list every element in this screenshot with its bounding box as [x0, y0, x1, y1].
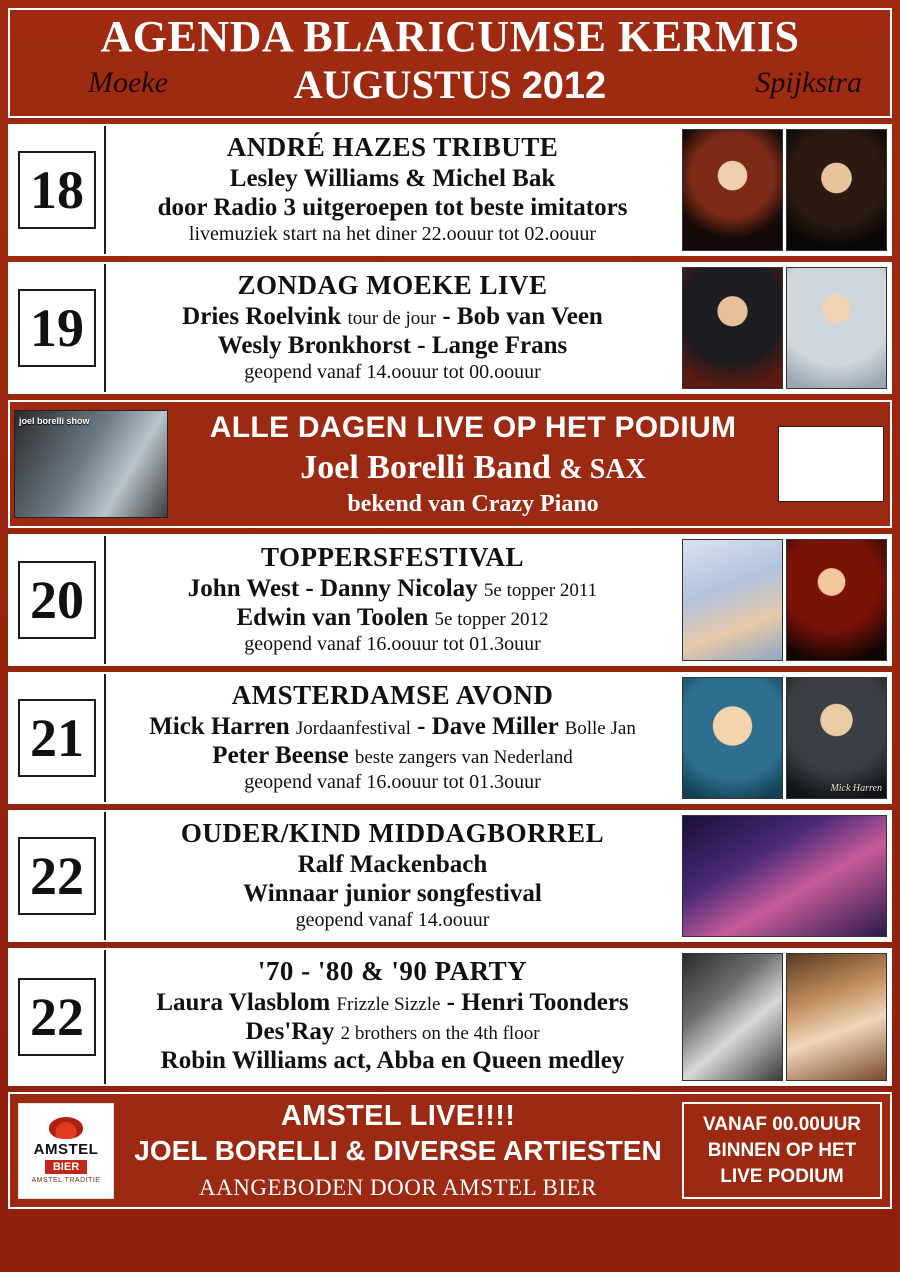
event-times: livemuziek start na het diner 22.oouur tot 02.oouur — [188, 223, 597, 246]
amstel-logo — [18, 1103, 114, 1199]
event-content — [106, 674, 679, 802]
event-content — [106, 536, 679, 664]
agenda-row-20 — [8, 534, 892, 666]
agenda-row-22-middag — [8, 810, 892, 942]
day-number: 19 — [18, 289, 96, 367]
event-times: geopend vanaf 14.oouur tot 00.oouur — [244, 361, 541, 384]
event-artists — [112, 575, 673, 603]
artist-secondary: - Henri Toonders — [446, 989, 629, 1017]
day-box — [10, 674, 106, 802]
event-artists — [112, 989, 673, 1017]
event-photos — [679, 264, 890, 392]
artist-tertiary-note: beste zangers van Nederland — [354, 747, 573, 769]
event-photos — [679, 812, 890, 940]
event-title: '70 - '80 & '90 PARTY — [257, 956, 528, 987]
artist-primary: Dries Roelvink — [182, 303, 342, 331]
artist-secondary-note: Bolle Jan — [564, 718, 636, 740]
event-title: ANDRÉ HAZES TRIBUTE — [226, 132, 559, 163]
event-title: AMSTERDAMSE AVOND — [231, 680, 554, 711]
month-label: AUGUSTUS — [293, 62, 512, 108]
event-artists-2 — [112, 1018, 673, 1046]
artist-tertiary: Peter Beense — [212, 742, 349, 770]
event-content — [106, 264, 679, 392]
photo-signature: Mick Harren — [830, 783, 882, 795]
photo-toppers-group — [682, 539, 783, 661]
artist-tertiary: Des'Ray — [245, 1018, 335, 1046]
footer-text — [114, 1100, 682, 1201]
artist-secondary: - Bob van Veen — [442, 303, 603, 331]
agenda-row-22-party — [8, 948, 892, 1086]
footer-artists: JOEL BORELLI & DIVERSE ARTIESTEN — [134, 1135, 662, 1167]
event-photos — [679, 950, 890, 1084]
artist-primary-note: Jordaanfestival — [295, 718, 411, 740]
event-note: Winnaar junior songfestival — [243, 880, 542, 908]
event-photos — [679, 126, 890, 254]
event-times: geopend vanaf 16.oouur tot 01.3ouur — [244, 771, 541, 794]
day-number: 21 — [18, 699, 96, 777]
brand-moeke: Moeke — [88, 66, 168, 100]
event-artists — [112, 713, 673, 741]
agenda-row-18 — [8, 124, 892, 256]
event-artists-2: Wesly Bronkhorst - Lange Frans — [217, 332, 568, 360]
photo-dries-roelvink — [682, 267, 783, 389]
photo-hazes-tribute-right — [786, 129, 887, 251]
artist-primary-note: 5e topper 2011 — [483, 580, 598, 602]
event-title: TOPPERSFESTIVAL — [260, 542, 525, 573]
podium-banner — [8, 400, 892, 528]
event-content — [106, 126, 679, 254]
banner-act — [172, 449, 774, 487]
day-box — [10, 126, 106, 254]
artist-primary-note: tour de jour — [347, 308, 437, 330]
artist-primary: Mick Harren — [149, 713, 290, 741]
photo-joel-borelli-jump — [778, 426, 884, 502]
artist-secondary: - Dave Miller — [417, 713, 559, 741]
event-note: door Radio 3 uitgeroepen tot beste imitators — [157, 194, 628, 222]
poster-footer — [8, 1092, 892, 1209]
event-title: ZONDAG MOEKE LIVE — [237, 270, 548, 301]
header-month — [294, 62, 606, 107]
event-artists: Lesley Williams & Michel Bak — [229, 165, 556, 193]
event-times: geopend vanaf 14.oouur — [295, 909, 490, 932]
agenda-row-21 — [8, 672, 892, 804]
event-photos — [679, 536, 890, 664]
footer-info-line-1: VANAF 00.00UUR — [702, 1114, 862, 1136]
photo-toppers-singer — [786, 539, 887, 661]
banner-subtitle: bekend van Crazy Piano — [347, 490, 599, 517]
day-number: 22 — [18, 837, 96, 915]
footer-headline: AMSTEL LIVE!!!! — [280, 1100, 516, 1133]
day-box — [10, 812, 106, 940]
photo-dave-miller — [786, 677, 887, 799]
header-subline — [10, 62, 890, 110]
photo-bob-van-veen — [786, 267, 887, 389]
day-box — [10, 950, 106, 1084]
banner-headline: ALLE DAGEN LIVE OP HET PODIUM — [209, 410, 737, 444]
photo-party-singers — [786, 953, 887, 1081]
year-label: 2012 — [521, 65, 607, 108]
day-box — [10, 264, 106, 392]
event-times: geopend vanaf 16.oouur tot 01.3ouur — [244, 633, 541, 656]
event-photos — [679, 674, 890, 802]
page-title: AGENDA BLARICUMSE KERMIS — [100, 12, 800, 61]
artist-primary: Laura Vlasblom — [156, 989, 331, 1017]
photo-mick-harren — [682, 677, 783, 799]
footer-info-line-2: BINNEN OP HET — [707, 1139, 857, 1161]
footer-info-line-3: LIVE PODIUM — [720, 1165, 844, 1187]
event-content — [106, 812, 679, 940]
day-box — [10, 536, 106, 664]
poster-header — [8, 8, 892, 118]
photo-caption: joel borelli show — [19, 416, 90, 427]
artist-tertiary-note: 2 brothers on the 4th floor — [340, 1023, 540, 1045]
day-number: 20 — [18, 561, 96, 639]
amstel-wordmark: AMSTEL — [33, 1141, 99, 1159]
banner-act-name: Joel Borelli Band — [300, 448, 551, 486]
amstel-tagline: AMSTEL TRADITIE — [31, 1177, 101, 1185]
event-note: Robin Williams act, Abba en Queen medley — [160, 1047, 625, 1075]
artist-primary-note: Frizzle Sizzle — [336, 994, 441, 1016]
day-number: 18 — [18, 151, 96, 229]
footer-sponsor: AANGEBODEN DOOR AMSTEL BIER — [199, 1175, 597, 1201]
event-content — [106, 950, 679, 1084]
artist-secondary-note: 5e topper 2012 — [434, 609, 549, 631]
amstel-crest-icon — [49, 1117, 83, 1139]
photo-hazes-tribute-left — [682, 129, 783, 251]
brand-spijkstra: Spijkstra — [755, 66, 862, 100]
artist-secondary: Edwin van Toolen — [236, 604, 429, 632]
event-title: OUDER/KIND MIDDAGBORREL — [180, 818, 605, 849]
event-artists — [112, 303, 673, 331]
banner-act-extra: & SAX — [559, 453, 646, 485]
event-artists-2 — [112, 604, 673, 632]
event-artists: Ralf Mackenbach — [297, 851, 488, 879]
photo-party-group — [682, 953, 783, 1081]
event-artists-2 — [112, 742, 673, 770]
artist-primary: John West - Danny Nicolay — [187, 575, 478, 603]
amstel-bier-label: BIER — [45, 1160, 87, 1174]
photo-joel-borelli-show — [14, 410, 168, 518]
photo-ralf-mackenbach — [682, 815, 887, 937]
footer-info-box — [682, 1102, 882, 1199]
banner-text — [168, 402, 778, 526]
agenda-row-19 — [8, 262, 892, 394]
day-number: 22 — [18, 978, 96, 1056]
